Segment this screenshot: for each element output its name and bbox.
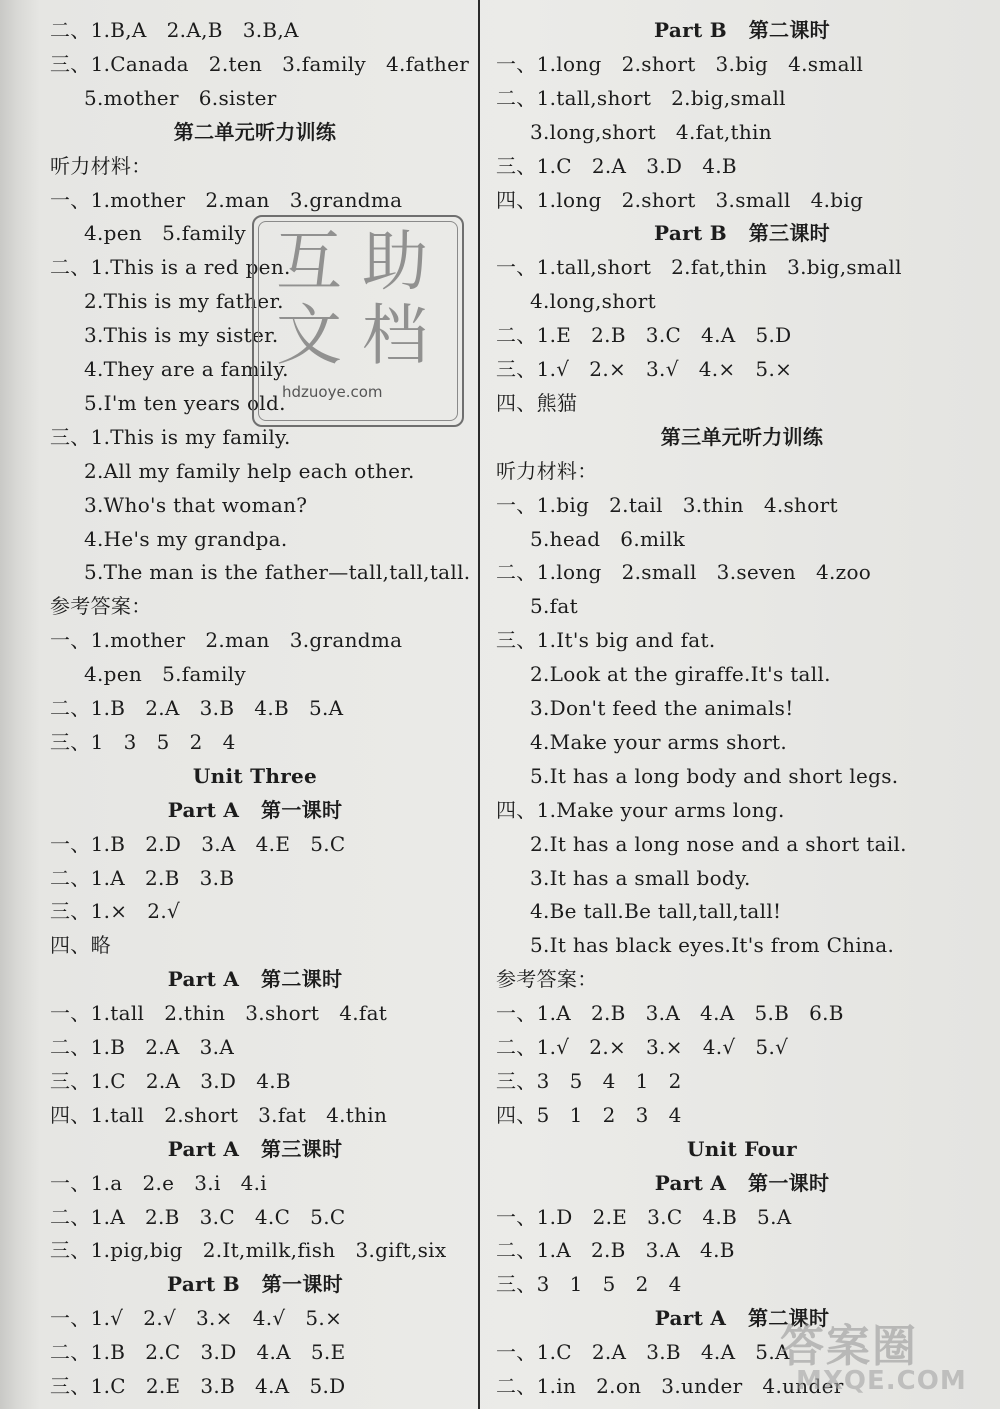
answer-line: 听力材料： (50, 153, 152, 178)
answer-line: 二、1.A 2.B 3.B (50, 865, 235, 890)
section-heading: Part A 第二课时 (654, 1306, 830, 1331)
stamp-url: hdzuoye.com (282, 383, 383, 401)
answer-line: 4.Be tall.Be tall,tall,tall! (530, 899, 782, 924)
answer-line: 一、1.long 2.short 3.big 4.small (496, 51, 864, 76)
answer-line: 一、1.mother 2.man 3.grandma (50, 628, 403, 653)
answer-line: 4.pen 5.family (84, 221, 246, 246)
answer-line: 3.This is my sister. (84, 323, 279, 348)
answer-line: 二、1.B 2.C 3.D 4.A 5.E (50, 1340, 346, 1365)
answer-line: 二、1.tall,short 2.big,small (496, 85, 786, 110)
stamp-char-3: 文 (276, 297, 342, 374)
answer-line: 4.long,short (530, 289, 656, 314)
answer-line: 一、1.tall,short 2.fat,thin 3.big,small (496, 255, 902, 280)
answer-line: 四、1.tall 2.short 3.fat 4.thin (50, 1102, 388, 1127)
answer-line: 二、1.A 2.B 3.A 4.B (496, 1238, 735, 1263)
section-heading: Part A 第一课时 (167, 797, 343, 822)
stamp-logo (252, 215, 464, 427)
answer-line: 4.He's my grandpa. (84, 526, 288, 551)
answer-line: 二、1.B 2.A 3.A (50, 1035, 235, 1059)
answer-line: 三、1.pig,big 2.It,milk,fish 3.gift,six (50, 1238, 447, 1263)
answer-line: 2.This is my father. (84, 289, 284, 314)
answer-line: 参考答案： (50, 594, 152, 619)
answer-line: 四、1.long 2.short 3.small 4.big (496, 187, 864, 212)
answer-line: 5.head 6.milk (530, 526, 686, 551)
answer-line: 二、1.E 2.B 3.C 4.A 5.D (496, 323, 792, 348)
answer-line: 3.Don't feed the animals! (530, 696, 794, 720)
answer-line: 三、3 1 5 2 4 (496, 1272, 682, 1297)
answer-line: 一、1.a 2.e 3.i 4.i (50, 1170, 267, 1195)
answer-line: 二、1.B 2.A 3.B 4.B 5.A (50, 696, 344, 720)
answer-line: 三、1.C 2.A 3.D 4.B (496, 153, 737, 178)
answer-line: 四、熊猫 (496, 390, 578, 415)
answer-line: 5.fat (530, 594, 578, 619)
answer-line: 二、1.B,A 2.A,B 3.B,A (50, 18, 299, 42)
answer-line: 三、3 5 4 1 2 (496, 1068, 682, 1093)
section-heading: Part A 第三课时 (167, 1136, 343, 1161)
stamp-char-1: 互 (276, 223, 342, 300)
answer-line: 四、略 (50, 933, 111, 958)
answer-line: 三、1.C 2.E 3.B 4.A 5.D (50, 1374, 346, 1398)
stamp-char-4: 档 (362, 297, 428, 374)
answer-line: 二、1.This is a red pen. (50, 255, 291, 280)
section-heading: Part A 第一课时 (654, 1170, 830, 1195)
answer-line: 二、1.A 2.B 3.C 4.C 5.C (50, 1204, 346, 1229)
answer-line: 4.Make your arms short. (530, 729, 788, 754)
answer-line: 参考答案： (496, 967, 598, 992)
answer-line: 一、1.B 2.D 3.A 4.E 5.C (50, 831, 346, 856)
section-heading: Part B 第一课时 (167, 1272, 343, 1297)
answer-line: 二、1.√ 2.× 3.× 4.√ 5.√ (496, 1035, 789, 1059)
answer-line: 四、5 1 2 3 4 (496, 1102, 682, 1127)
answer-line: 4.pen 5.family (84, 662, 246, 687)
answer-line: 一、1.C 2.A 3.B 4.A 5.A (496, 1340, 790, 1365)
answer-line: 5.I'm ten years old. (84, 390, 286, 415)
section-heading: Unit Four (686, 1136, 797, 1161)
watermark-logo (770, 1310, 1000, 1409)
section-heading: Unit Three (192, 763, 318, 788)
section-heading: Part A 第二课时 (167, 967, 343, 992)
answer-line: 5.It has black eyes.It's from China. (530, 933, 895, 958)
answer-line: 3.long,short 4.fat,thin (530, 119, 772, 144)
answer-line: 2.All my family help each other. (84, 458, 415, 483)
section-heading: 第三单元听力训练 (660, 424, 824, 449)
answer-line: 2.It has a long nose and a short tail. (530, 831, 907, 856)
column-divider (478, 0, 480, 1409)
answer-line: 听力材料： (496, 458, 598, 483)
answer-line: 三、1.× 2.√ (50, 899, 181, 924)
answer-line: 二、1.in 2.on 3.under 4.under (496, 1374, 844, 1398)
watermark-main-text: 答案圈 (780, 1321, 918, 1372)
answer-line: 三、1.This is my family. (50, 424, 291, 449)
answer-line: 三、1.√ 2.× 3.√ 4.× 5.× (496, 357, 793, 381)
answer-line: 三、1.C 2.A 3.D 4.B (50, 1068, 291, 1093)
answer-line: 二、1.long 2.small 3.seven 4.zoo (496, 560, 872, 585)
answer-line: 5.mother 6.sister (84, 85, 277, 110)
stamp-char-2: 助 (362, 223, 428, 300)
answer-line: 三、1.Canada 2.ten 3.family 4.father (50, 51, 470, 76)
answer-line: 一、1.tall 2.thin 3.short 4.fat (50, 1001, 388, 1026)
answer-line: 5.It has a long body and short legs. (530, 763, 899, 788)
answer-line: 一、1.D 2.E 3.C 4.B 5.A (496, 1204, 792, 1229)
answer-line: 一、1.√ 2.√ 3.× 4.√ 5.× (50, 1306, 343, 1331)
section-heading: Part B 第二课时 (654, 18, 830, 42)
answer-line: 一、1.A 2.B 3.A 4.A 5.B 6.B (496, 1001, 844, 1026)
answer-line: 一、1.mother 2.man 3.grandma (50, 187, 403, 212)
section-heading: Part B 第三课时 (654, 221, 830, 246)
answer-line: 3.Who's that woman? (84, 492, 308, 517)
answer-line: 三、1.It's big and fat. (496, 628, 716, 653)
answer-line: 2.Look at the giraffe.It's tall. (530, 662, 831, 687)
section-heading: 第二单元听力训练 (173, 119, 337, 144)
watermark-url: MXQE.COM (796, 1366, 967, 1396)
answer-line: 5.The man is the father—tall,tall,tall. (84, 560, 471, 585)
answer-line: 一、1.big 2.tail 3.thin 4.short (496, 492, 838, 517)
answer-line: 3.It has a small body. (530, 865, 751, 890)
answer-line: 四、1.Make your arms long. (496, 797, 785, 822)
answer-line: 三、1 3 5 2 4 (50, 729, 236, 754)
answer-line: 4.They are a family. (84, 357, 289, 381)
